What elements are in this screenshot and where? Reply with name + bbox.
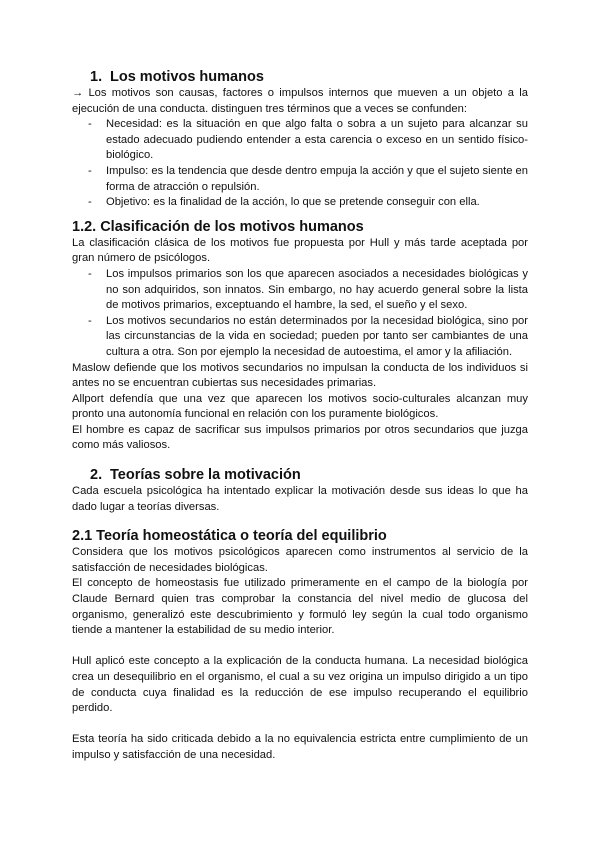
paragraph-homeostatica-2: El concepto de homeostasis fue utilizado primeramente en el campo de la biología por Claude Bernard quien tras comprobar la constancia del nivel medio de glucosa del organismo, generalizó este descubrimiento y formuló ley según la cual todo organismo tiende a mantener la estabilidad de su medio interior. — [72, 577, 528, 637]
heading-number: 2. — [90, 467, 103, 484]
heading-motivos-humanos — [72, 68, 528, 86]
heading-homeostatica: 2.1 Teoría homeostática o teoría del equilibrio — [72, 528, 387, 545]
paragraph-clasificacion-intro: La clasificación clásica de los motivos fue propuesta por Hull y más tarde aceptada por gran número de psicólogos. — [72, 236, 528, 265]
paragraph-teorias: Cada escuela psicológica ha intentado explicar la motivación desde sus ideas lo que ha dado lugar a teorías diversas. — [72, 485, 528, 513]
list-item-primarios: - Los impulsos primarios son los que aparecen asociados a necesidades biológicas y no son adquiridos, son innatos. Sin embargo, no hay acuerdo general sobre la lista de motivos primarios, exceptuando el hambre, la sed, el sueño y el sexo. — [106, 267, 528, 314]
paragraph-sacrificio: El hombre es capaz de sacrificar sus impulsos primarios por otros secundarios que juzga como más valiosos. — [72, 423, 528, 452]
heading-teorias — [72, 466, 528, 484]
list-item-objetivo: - Objetivo: es la finalidad de la acción, lo que se pretende conseguir con ella. — [106, 195, 528, 211]
list-item-impulso: - Impulso: es la tendencia que desde dentro empuja la acción y que el sujeto siente en forma de atracción o repulsión. — [106, 164, 528, 195]
definitions-list — [72, 117, 528, 211]
paragraph-maslow: Maslow defiende que los motivos secundarios no impulsan la conducta de los individuos si antes no se encuentran cubiertas sus necesidades primarias. — [72, 361, 528, 390]
paragraph-hull: Hull aplicó este concepto a la explicación de la conducta humana. La necesidad biológica crea un desequilibrio en el organismo, el cual a su vez origina un impulso dirigido a un tipo de conducta cuya finalidad es la reducción de ese impulso recuperando el equilibrio perdido. — [72, 655, 528, 715]
heading-text: Los motivos humanos — [110, 69, 264, 85]
paragraph-intro: → Los motivos son causas, factores o impulsos internos que mueven a un objeto a la ejecución de una conducta. distinguen tres términos que a veces se confunden: — [72, 87, 528, 115]
heading-text: Teorías sobre la motivación — [110, 467, 301, 484]
paragraph-critica: Esta teoría ha sido criticada debido a la no equivalencia estricta entre cumplimiento de un impulso y satisfacción de una necesidad. — [72, 733, 528, 761]
document-page — [72, 68, 528, 764]
motives-list — [72, 267, 528, 361]
heading-number: 1. — [90, 69, 103, 85]
list-item-necesidad: - Necesidad: es la situación en que algo falta o sobra a un sujeto para alcanzar su estado adecuado pudiendo entender a esta carencia o exceso en un sentido físico-biológico. — [106, 117, 528, 164]
paragraph-homeostatica-1: Considera que los motivos psicológicos aparecen como instrumentos al servicio de la satisfacción de necesidades biológicas. — [72, 546, 528, 574]
heading-clasificacion: 1.2. Clasificación de los motivos humanos — [72, 218, 364, 235]
paragraph-allport: Allport defendía que una vez que aparecen los motivos socio-culturales alcanzan muy pronto una autonomía funcional en relación con los puramente biológicos. — [72, 392, 528, 421]
list-item-secundarios: - Los motivos secundarios no están determinados por la necesidad biológica, sino por las circunstancias de la vida en sociedad; pueden por tanto ser cambiantes de una cultura a otra. Son por ejemplo la necesidad de autoestima, el amor y la afiliación. — [106, 314, 528, 361]
